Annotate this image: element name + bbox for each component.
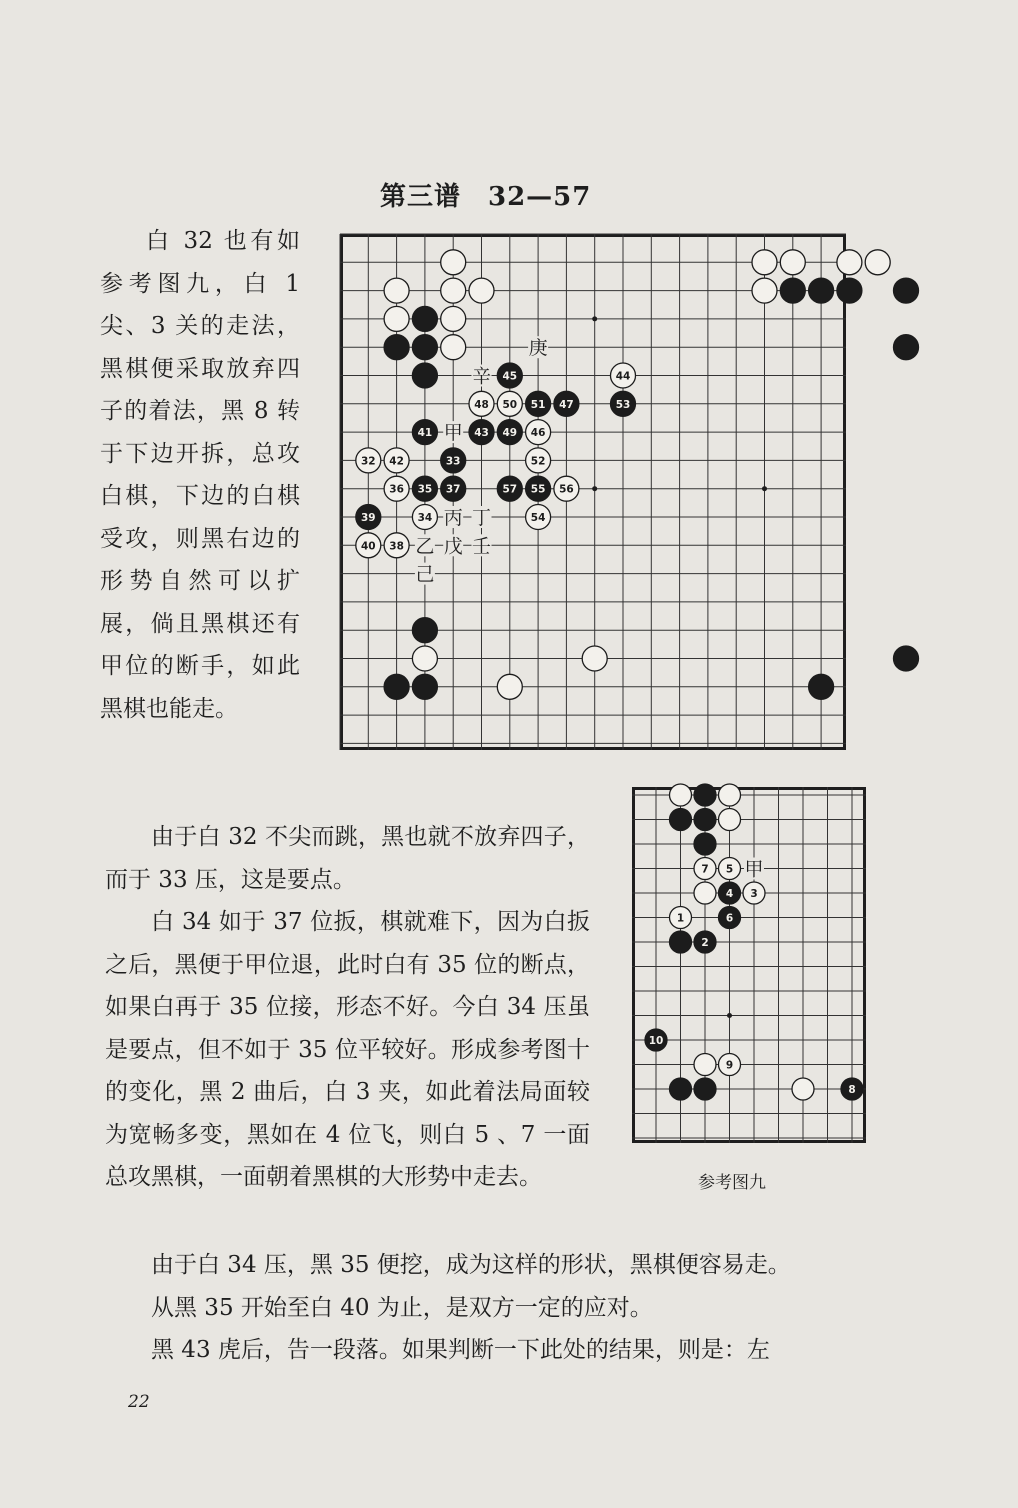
move-number: 2 [701,937,709,949]
position-label: 甲 [744,858,764,881]
move-number: 4 [725,888,734,900]
white-stone [441,335,466,360]
white-move-32 [356,448,381,473]
star-point [592,316,597,321]
move-number: 52 [530,455,546,468]
star-point [727,1013,732,1018]
move-number: 48 [474,398,489,411]
black-move-51 [526,391,551,416]
move-number: 50 [502,398,518,411]
black-stone [694,1078,716,1100]
side-column-text [100,220,300,730]
white-stone [752,278,777,303]
move-number: 44 [615,370,631,383]
move-number: 6 [725,912,734,925]
black-stone [837,278,862,303]
move-number: 53 [615,398,631,411]
black-stone [412,306,437,331]
position-label: 辛 [471,365,492,388]
white-stone [441,306,466,331]
white-stone [752,250,777,275]
white-stone [441,250,466,275]
move-number: 47 [559,398,574,411]
move-number: 37 [445,483,461,496]
white-move-54 [526,505,551,530]
move-number: 40 [360,540,376,553]
black-stone [412,363,437,388]
black-move-41 [412,420,437,445]
move-number: 43 [474,427,489,440]
white-move-34 [412,505,437,530]
paragraph: 由于白 32 不尖而跳，黑也就不放弃四子，而于 33 压，这是要点。 [105,824,590,893]
star-point [592,486,597,491]
black-move-6 [719,907,741,929]
move-number: 35 [417,483,433,496]
black-stone [412,618,437,643]
move-number: 5 [725,863,734,876]
move-number: 46 [530,427,546,440]
white-move-48 [469,391,494,416]
star-point [762,486,767,491]
move-number: 38 [389,540,404,553]
black-move-47 [554,391,579,416]
black-move-57 [497,476,522,501]
move-number: 49 [502,427,518,440]
paragraph: 白 32 也有如参考图九，白 1 尖、3 关的走法，黑棋便采取放弃四子的着法，黑 8 转于下边开拆，总攻白棋，下边的白棋受攻，则黑右边的形势自然可以扩展，倘且黑棋还有甲位的断手，如此黑棋也能走。 [100,228,300,722]
black-move-2 [694,931,716,953]
black-move-43 [469,420,494,445]
black-stone [780,278,805,303]
bottom-text [105,1244,875,1372]
black-stone [809,674,834,699]
white-stone [694,882,716,904]
white-stone [469,278,494,303]
move-number: 45 [502,370,518,383]
white-move-50 [497,391,522,416]
reference-go-board-9 [632,787,866,1143]
position-label: 戊 [443,535,463,558]
move-number: 55 [530,483,546,496]
white-stone [719,809,741,831]
black-stone [412,335,437,360]
paragraph: 白 34 如于 37 位扳，棋就难下，因为白扳之后，黑便于甲位退，此时白有 35 位的断点，如果白再于 35 位接，形态不好。今白 34 压虽是要点，但不如于 35 位平较好。形成参考图十的变化，黑 2 曲后，白 3 夹，如此着法局面较为宽畅多变，黑如在 4 位飞，则白 5 、7 一面总攻黑棋，一面朝着黑棋的大形势中走去。 [105,909,590,1190]
reference-caption: 参考图九 [698,1173,766,1193]
move-number: 9 [725,1059,734,1072]
white-move-52 [526,448,551,473]
black-stone [894,335,919,360]
white-stone [384,306,409,331]
paragraph: 从黑 35 开始至白 40 为止，是双方一定的应对。 [151,1294,653,1321]
white-move-40 [356,533,381,558]
black-stone [384,335,409,360]
position-label: 乙 [415,535,435,558]
black-move-35 [412,476,437,501]
move-number: 41 [417,427,433,440]
move-number: 51 [530,398,546,411]
white-move-1 [670,907,692,929]
diagram-title: 第三谱 32—57 [380,182,592,212]
white-stone [582,646,607,671]
white-stone [412,646,437,671]
move-number: 54 [530,512,546,524]
move-number: 42 [389,455,404,468]
white-move-9 [719,1054,741,1076]
white-stone [792,1078,814,1100]
move-number: 3 [750,888,758,900]
move-number: 1 [676,912,685,925]
move-number: 57 [502,483,518,496]
move-number: 39 [360,512,376,524]
position-label: 甲 [443,422,463,445]
black-stone [412,674,437,699]
white-move-46 [526,420,551,445]
move-number: 33 [445,455,461,468]
position-label: 丁 [471,507,492,529]
black-stone [384,674,409,699]
black-stone [694,833,716,855]
black-move-4 [719,882,741,904]
white-move-42 [384,448,409,473]
position-label: 丙 [443,507,463,529]
white-stone [441,278,466,303]
page-number: 22 [128,1392,150,1412]
black-move-55 [526,476,551,501]
black-stone [670,1078,692,1100]
black-stone [694,784,716,806]
black-stone [694,809,716,831]
white-move-7 [694,858,716,880]
white-move-56 [554,476,579,501]
black-move-10 [645,1029,667,1051]
position-label: 己 [415,563,435,586]
white-stone [719,784,741,806]
white-move-5 [719,858,741,880]
white-stone [780,250,805,275]
black-stone [670,931,692,953]
black-move-45 [497,363,522,388]
position-label: 壬 [471,535,492,558]
white-stone [384,278,409,303]
move-number: 7 [701,863,709,876]
move-number: 56 [559,483,574,496]
paragraph: 黑 43 虎后，告一段落。如果判断一下此处的结果，则是：左 [151,1337,770,1363]
white-move-44 [611,363,636,388]
move-number: 34 [417,512,433,524]
black-move-39 [356,505,381,530]
position-label: 庚 [528,337,548,360]
move-number: 8 [848,1084,856,1096]
white-stone [837,250,862,275]
white-stone [865,250,890,275]
black-move-37 [441,476,466,501]
move-number: 10 [648,1035,664,1047]
black-stone [894,646,919,671]
white-move-36 [384,476,409,501]
white-move-38 [384,533,409,558]
white-stone [497,674,522,699]
paragraph: 由于白 34 压，黑 35 便挖，成为这样的形状，黑棋便容易走。 [151,1252,791,1278]
middle-text [105,816,590,1199]
black-stone [894,278,919,303]
black-move-49 [497,420,522,445]
move-number: 36 [389,483,404,496]
main-go-board [340,234,846,750]
black-stone [670,809,692,831]
black-move-53 [611,391,636,416]
white-stone [694,1054,716,1076]
white-move-3 [743,882,765,904]
black-move-33 [441,448,466,473]
move-number: 32 [360,455,376,468]
black-move-8 [841,1078,863,1100]
black-stone [809,278,834,303]
white-stone [670,784,692,806]
